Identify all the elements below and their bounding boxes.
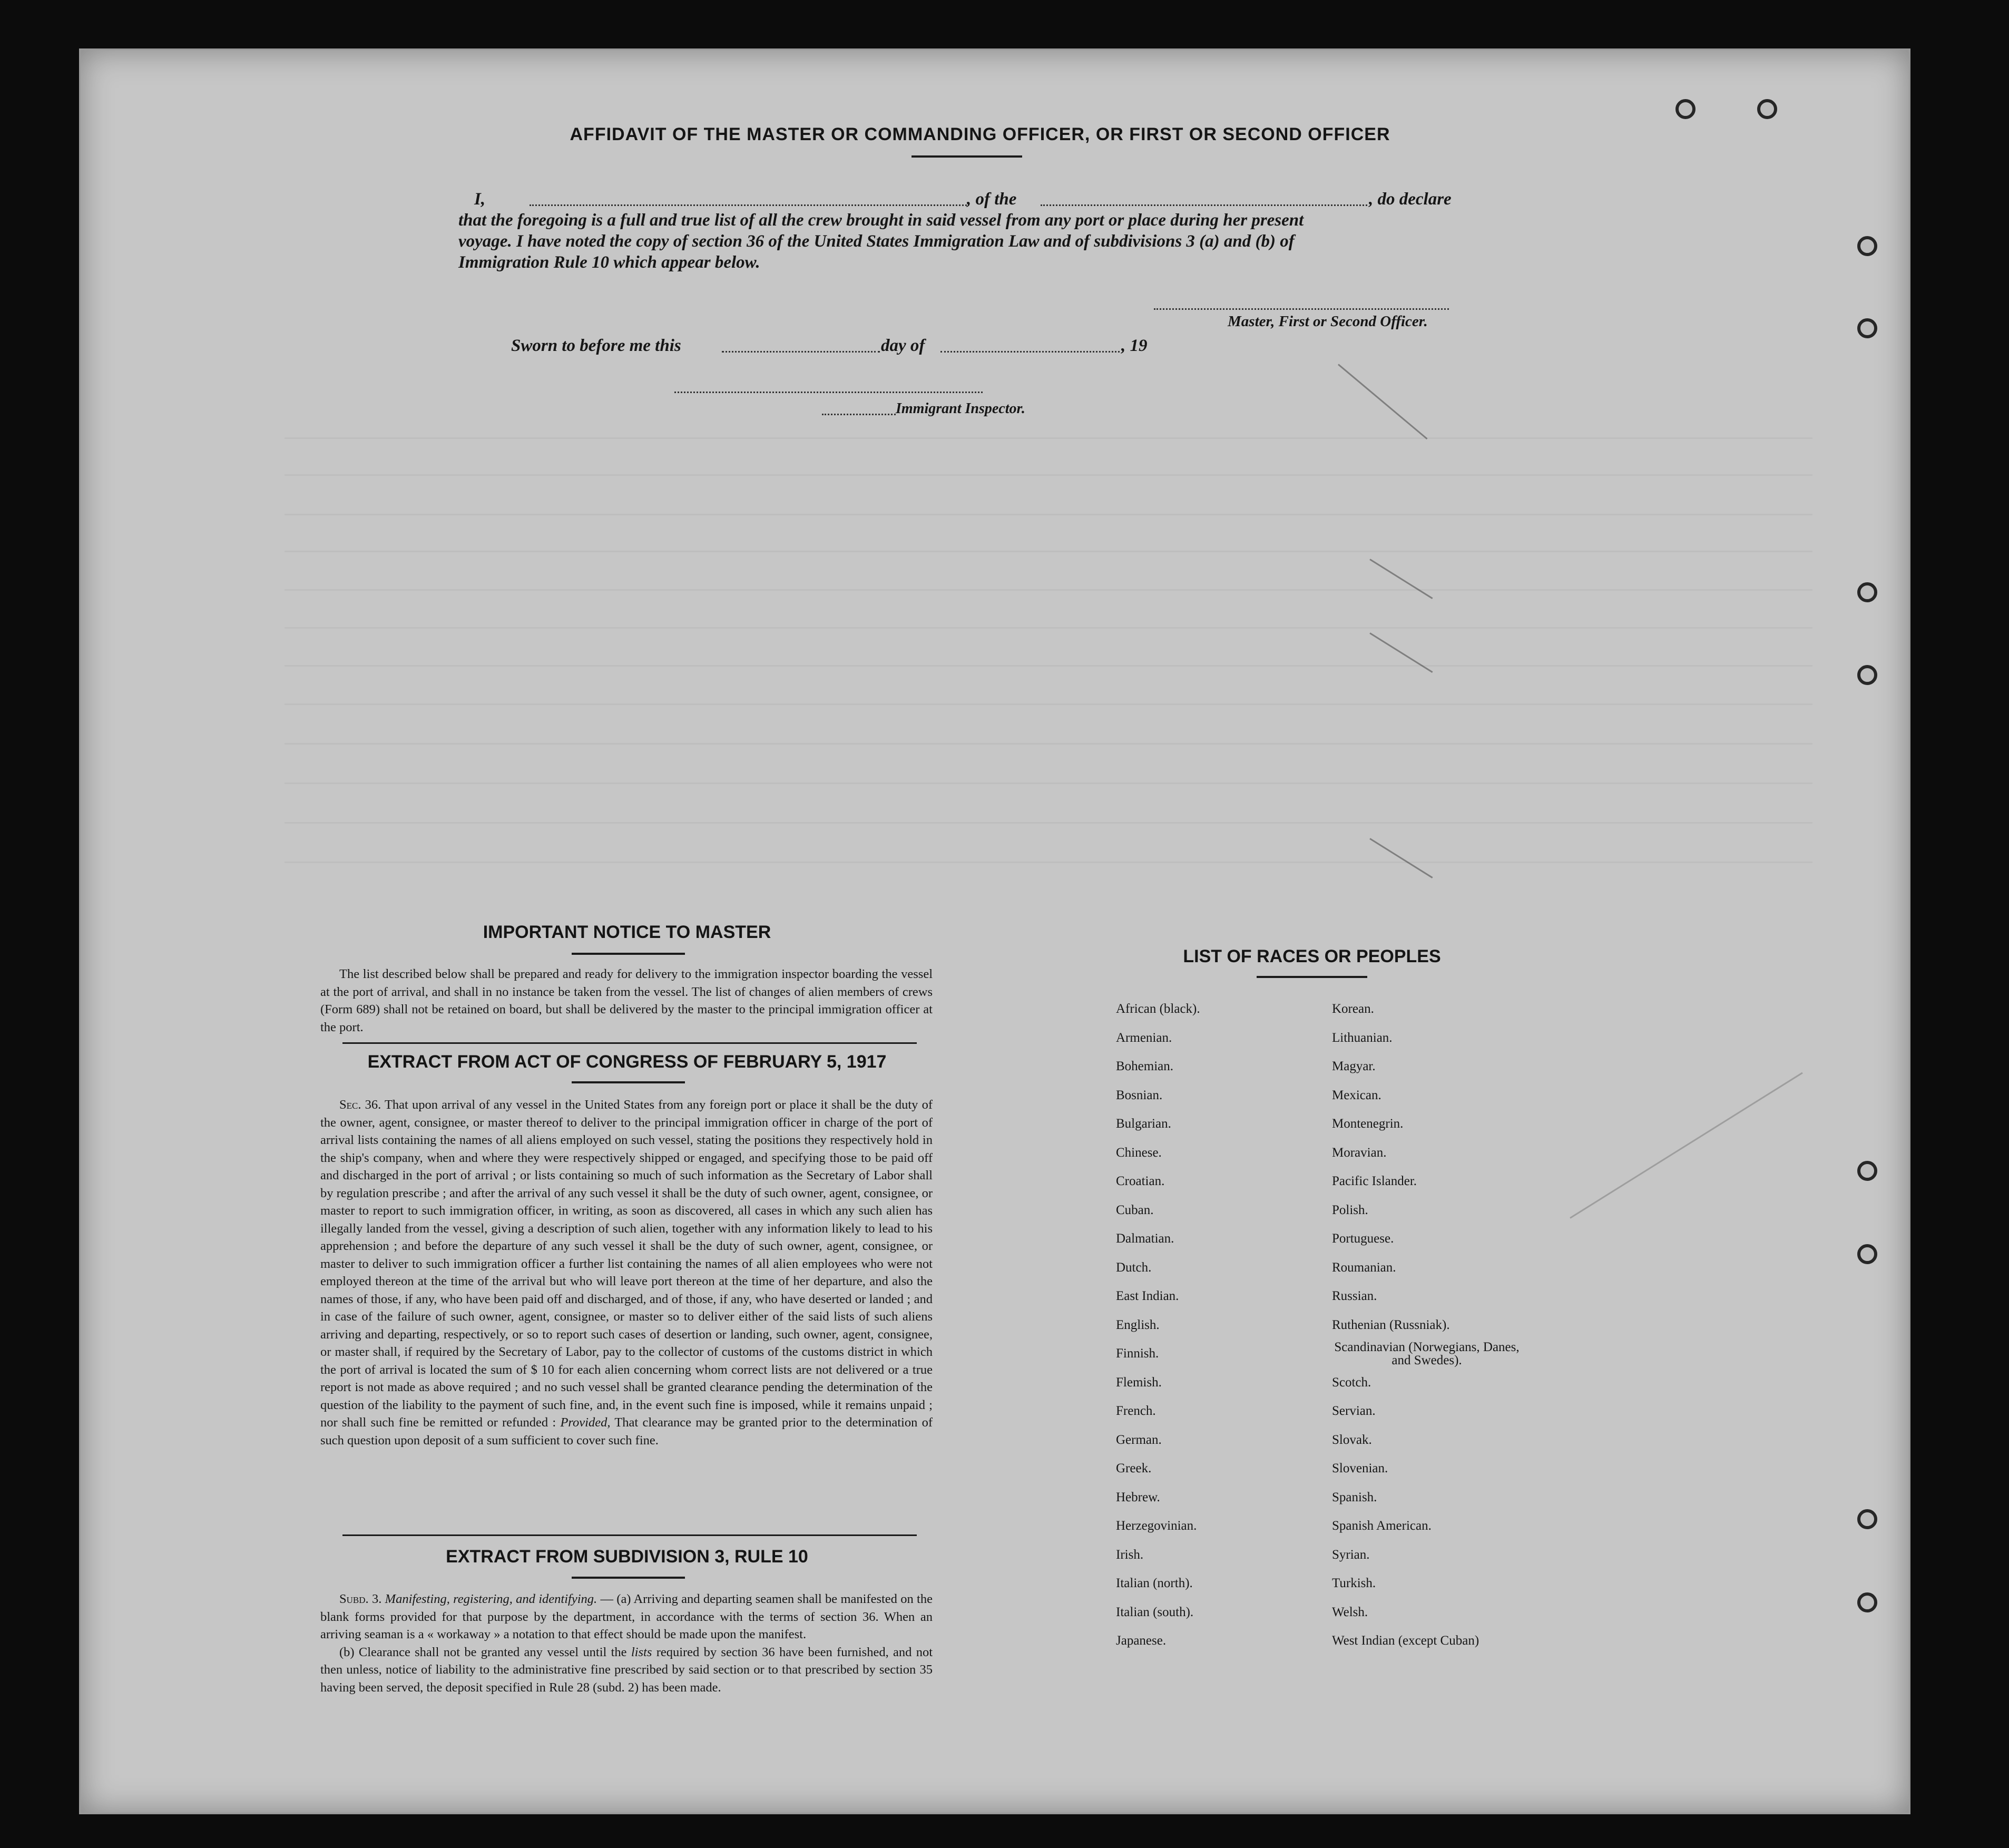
title-underline bbox=[912, 155, 1022, 158]
extract-act-body bbox=[320, 1096, 933, 1449]
affidavit-of-the: , of the bbox=[967, 190, 1017, 209]
year-label: , 19 bbox=[1121, 336, 1148, 355]
race-item: Croatian. bbox=[1116, 1174, 1165, 1188]
subd-b-label: (b) bbox=[339, 1645, 355, 1659]
month-blank-line bbox=[940, 351, 1120, 353]
section-divider bbox=[342, 1534, 917, 1536]
punch-hole bbox=[1857, 665, 1877, 685]
race-item: Polish. bbox=[1332, 1202, 1368, 1217]
race-item: West Indian (except Cuban) bbox=[1332, 1634, 1479, 1648]
race-item: East Indian. bbox=[1116, 1289, 1179, 1303]
race-item: Dutch. bbox=[1116, 1260, 1152, 1275]
affidavit-do-declare: , do declare bbox=[1369, 190, 1452, 209]
affidavit-line-2: that the foregoing is a full and true list of all the crew brought in said vessel from any port or place during her present bbox=[458, 211, 1304, 230]
race-item: Slovak. bbox=[1332, 1432, 1372, 1447]
race-item: Pacific Islander. bbox=[1332, 1174, 1417, 1188]
punch-hole bbox=[1857, 236, 1877, 256]
sec-36-text: That upon arrival of any vessel in the United States from any foreign port or place it shall be the duty of the owner, agent, consignee, or master thereof to deliver to the principal immigration officer in charge of the port of arrival lists containing the names of all aliens employed on such vessel, stating the positions they respectively hold in the ship's company, when and where they were respectively shipped or engaged, and specifying those to be paid off and discharged in the port of arrival ; or lists containing so much of such information as the Secretary of Labor shall by regulation prescribe ; and after the arrival of any such vessel it shall be the duty of such owner, agent, consignee, or master to report to such immigration officer, in writing, as soon as discovered, all cases in which any such alien has illegally landed from the vessel, giving a description of such alien, together with any information likely to lead to his apprehension ; and before the departure of any such vessel it shall be the duty of such owner, agent, consignee, or master to deliver to such immigration officer a further list containing the names of all alien employees who were not employed thereon at the time of the arrival but who will leave port thereon at the time of her departure, and also the names of those, if any, who have been paid off and discharged, and of those, if any, who have deserted or landed ; and in case of the failure of such owner, agent, consignee, or master so to deliver either of the said lists of such aliens arriving and departing, respectively, or so to report such cases of desertion or landing, such owner, agent, consignee, or master shall, if required by the Secretary of Labor, pay to the collector of customs of the customs district in which the port of arrival is located the sum of $ 10 for each alien concerning whom correct lists are not delivered or a true report is not made as above required ; and no such vessel shall be granted clearance pending the determination of the question of the liability to the payment of such fine, and, in the event such fine is imposed, while it remains unpaid ; nor shall such fine be remitted or refunded : bbox=[320, 1098, 933, 1430]
race-item: Spanish. bbox=[1332, 1490, 1377, 1504]
race-item: Russian. bbox=[1332, 1289, 1377, 1303]
inspector-signature-line-2 bbox=[822, 414, 896, 415]
sec-36-label: Sec. 36. bbox=[339, 1098, 381, 1112]
punch-hole bbox=[1857, 1592, 1877, 1612]
race-item: Italian (north). bbox=[1116, 1576, 1193, 1590]
race-item: Irish. bbox=[1116, 1547, 1144, 1562]
race-item: Bohemian. bbox=[1116, 1059, 1174, 1073]
race-item: Finnish. bbox=[1116, 1346, 1159, 1361]
race-item: Turkish. bbox=[1332, 1576, 1376, 1590]
affidavit-line-3: voyage. I have noted the copy of section 36 of the United States Immigration Law and of subdivisions 3 (a) and (b) of bbox=[458, 232, 1295, 251]
races-underline bbox=[1257, 976, 1367, 978]
race-item: Syrian. bbox=[1332, 1547, 1370, 1562]
provided-word: Provided, bbox=[560, 1415, 611, 1430]
punch-hole bbox=[1857, 1244, 1877, 1264]
affidavit-title: AFFIDAVIT OF THE MASTER OR COMMANDING OFFICER, OR FIRST OR SECOND OFFICER bbox=[570, 124, 1390, 144]
race-item: French. bbox=[1116, 1404, 1156, 1418]
race-item: Scandinavian (Norwegians, Danes, and Swedes). bbox=[1334, 1340, 1520, 1367]
race-item: Italian (south). bbox=[1116, 1605, 1194, 1619]
race-item: Chinese. bbox=[1116, 1145, 1162, 1160]
punch-hole bbox=[1857, 1161, 1877, 1181]
race-item: Mexican. bbox=[1332, 1088, 1381, 1102]
punch-hole bbox=[1857, 318, 1877, 338]
race-item: Montenegrin. bbox=[1332, 1117, 1404, 1131]
extract-act-underline bbox=[572, 1081, 685, 1083]
race-item: Greek. bbox=[1116, 1461, 1152, 1475]
day-blank-line bbox=[722, 351, 880, 353]
subd-a-label: — (a) bbox=[600, 1592, 631, 1606]
section-divider bbox=[342, 1042, 917, 1044]
notice-underline bbox=[572, 953, 685, 955]
race-item: Herzegovinian. bbox=[1116, 1519, 1197, 1533]
race-item: Portuguese. bbox=[1332, 1231, 1394, 1246]
master-signature-line bbox=[1154, 308, 1449, 310]
race-item: Welsh. bbox=[1332, 1605, 1368, 1619]
extract-rule-title: EXTRACT FROM SUBDIVISION 3, RULE 10 bbox=[446, 1547, 808, 1567]
race-item: Scotch. bbox=[1332, 1375, 1371, 1390]
race-item: Bosnian. bbox=[1116, 1088, 1163, 1102]
subd-a-text: Arriving and departing seamen shall be manifested on the blank forms provided for that purpose by the department, in accordance with the terms of section 36. When an arriving seaman is a « workaway » a notation to that effect should be made upon the manifest. bbox=[320, 1592, 933, 1641]
punch-hole bbox=[1857, 582, 1877, 602]
inspector-label: Immigrant Inspector. bbox=[896, 400, 1025, 417]
vessel-blank-line bbox=[1041, 204, 1367, 206]
notice-body bbox=[320, 965, 933, 1036]
notice-paragraph: The list described below shall be prepared and ready for delivery to the immigration inspector boarding the vessel at the port of arrival, and shall in no instance be taken from the vessel. The list of changes of alien members of crews (Form 689) shall not be retained on board, but shall be delivered by the master to the principal immigration officer at the port. bbox=[320, 967, 933, 1034]
race-item: Japanese. bbox=[1116, 1634, 1167, 1648]
race-item: German. bbox=[1116, 1432, 1162, 1447]
race-item: Roumanian. bbox=[1332, 1260, 1396, 1275]
race-item: Spanish American. bbox=[1332, 1519, 1432, 1533]
master-signature-label: Master, First or Second Officer. bbox=[1228, 313, 1428, 330]
race-item: Ruthenian (Russniak). bbox=[1332, 1317, 1450, 1332]
race-item: Magyar. bbox=[1332, 1059, 1376, 1073]
sworn-label: Sworn to before me this bbox=[511, 336, 681, 355]
subd-b-lists: lists bbox=[631, 1645, 652, 1659]
day-of-label: day of bbox=[881, 336, 925, 355]
extract-rule-body bbox=[320, 1590, 933, 1696]
sec-36-text-end: That clearance may be granted prior to the determination of such question upon deposit of a sum sufficient to cover such fine. bbox=[320, 1415, 933, 1448]
race-item: Korean. bbox=[1332, 1002, 1374, 1016]
subd-label: Subd. 3. bbox=[339, 1592, 382, 1606]
race-item: Cuban. bbox=[1116, 1202, 1154, 1217]
punch-hole bbox=[1857, 1509, 1877, 1529]
race-item: Lithuanian. bbox=[1332, 1030, 1393, 1045]
race-item: Flemish. bbox=[1116, 1375, 1162, 1390]
extract-act-title: EXTRACT FROM ACT OF CONGRESS OF FEBRUARY 5, 1917 bbox=[367, 1052, 887, 1072]
subd-b-text-2: required by section 36 have been furnished, and not then unless, notice of liability to the administrative fine prescribed by said section or to that prescribed by section 35 having been served, the deposit specified in Rule 28 (subd. 2) has been made. bbox=[320, 1645, 933, 1695]
race-item: Moravian. bbox=[1332, 1145, 1387, 1160]
name-blank-line bbox=[530, 204, 967, 206]
race-item: Dalmatian. bbox=[1116, 1231, 1174, 1246]
race-item: Bulgarian. bbox=[1116, 1117, 1171, 1131]
race-item: Armenian. bbox=[1116, 1030, 1172, 1045]
notice-title: IMPORTANT NOTICE TO MASTER bbox=[483, 922, 771, 942]
race-item: English. bbox=[1116, 1317, 1160, 1332]
affidavit-line-4: Immigration Rule 10 which appear below. bbox=[458, 253, 760, 272]
race-item: Slovenian. bbox=[1332, 1461, 1388, 1475]
race-item: Hebrew. bbox=[1116, 1490, 1160, 1504]
subd-b-text: Clearance shall not be granted any vessel until the bbox=[358, 1645, 627, 1659]
punch-hole bbox=[1757, 99, 1777, 119]
affidavit-i-label: I, bbox=[474, 190, 486, 209]
inspector-signature-line bbox=[674, 392, 983, 393]
races-title: LIST OF RACES OR PEOPLES bbox=[1183, 946, 1441, 966]
race-item: African (black). bbox=[1116, 1002, 1200, 1016]
race-item: Servian. bbox=[1332, 1404, 1376, 1418]
punch-hole bbox=[1675, 99, 1696, 119]
extract-rule-underline bbox=[572, 1577, 685, 1579]
subd-title: Manifesting, registering, and identifying. bbox=[385, 1592, 597, 1606]
